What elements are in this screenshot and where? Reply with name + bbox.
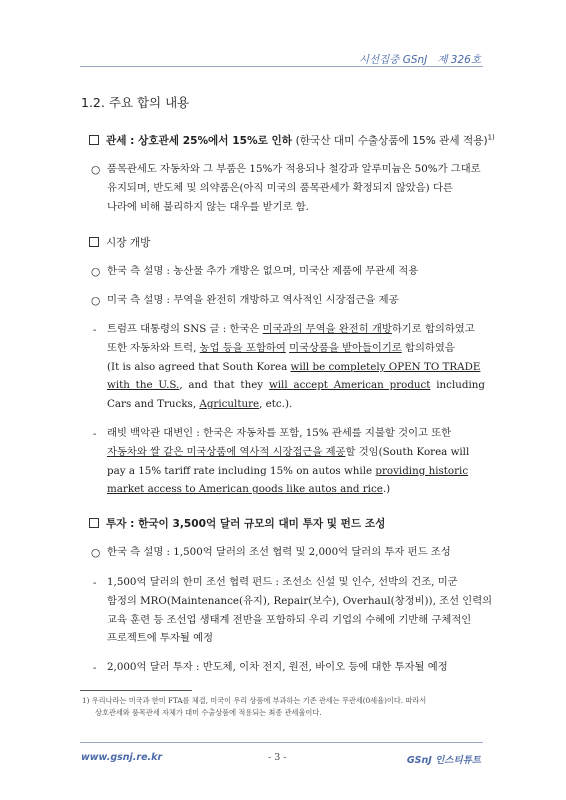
market-heading [89,235,150,250]
underlined-run: 자동차와 쌀 같은 미국상품에 역사적 시장접근을 제공 [107,445,346,458]
circle-bullet-icon: ○ [91,295,101,307]
text-run: 합의하였음 [401,341,455,354]
leavitt-statement [107,424,485,499]
investment-fund-text: 2,000억 달러 투자 : 반도체, 이차 전지, 원전, 바이오 등에 대한 투자될 예정 [107,661,448,673]
tariff-item [107,160,484,216]
investment-heading [89,516,385,531]
text-run: .) [382,483,391,496]
shipbuilding-line: 교육 훈련 등 조선업 생태계 전반을 포함하되 우리 기업의 수혜에 기반해 구체적인 [107,613,472,626]
circle-bullet-icon: ○ [91,266,101,278]
tariff-item-line: 품목관세도 자동차와 그 부품은 15%가 적용되나 철강과 알루미늄은 50%가 그대로 [107,163,481,175]
underlined-run: will be completely OPEN TO TRADE [290,360,481,373]
tariff-item-line: 나라에 비해 불리하지 않는 대우를 받기로 함. [107,200,309,213]
market-korea-view-text: 한국 측 설명 : 농산물 추가 개방은 없으며, 미국산 제품에 무관세 적용 [107,265,419,277]
market-us-view-text: 미국 측 설명 : 무역을 완전히 개방하고 역사적인 시장접근을 제공 [107,294,399,306]
footnote-line: 우리나라는 미국과 한미 FTA를 체결, 미국이 우리 상품에 부과하는 기존 관세는 무관세(0세율)이다. 따라서 [91,696,427,705]
underlined-run: 농업 등을 포함하여 [199,341,286,354]
square-bullet-icon [89,518,99,528]
dash-bullet: - [93,324,97,336]
text-run: Cars and Trucks, [107,398,200,411]
footer-rule [80,742,483,743]
footer-url[interactable]: www.gsnj.re.kr [81,752,163,763]
text-run: 래빗 백악관 대변인 : 한국은 자동차를 포함, 15% 관세를 지불할 것이고 또한 [107,427,452,439]
underlined-run: with the U.S. [107,379,180,392]
underlined-run: 미국과의 무역을 완전히 개방 [262,323,392,335]
text-run: 하기로 합의하였고 [391,323,475,335]
square-bullet-icon [89,135,99,145]
trump-statement [107,320,485,414]
footnote-rule [80,690,192,691]
text-run: 트럼프 대통령의 SNS 글 : 한국은 [107,323,263,335]
investment-heading-text: 투자 : 한국이 3,500억 달러 규모의 대미 투자 및 펀드 조성 [106,518,386,530]
dash-bullet: - [93,662,97,674]
text-run: 할 것임(South Korea will [345,445,470,458]
investment-fund [107,658,485,677]
underlined-run: 미국상품을 받아들이기로 [289,341,402,354]
text-run: , etc.). [259,398,293,411]
circle-bullet-icon: ○ [91,164,101,176]
underlined-run: providing historic [375,464,469,477]
section-title: 1.2. 주요 합의 내용 [81,95,190,110]
footnote-line: 상호관세와 품목관세 자체가 대미 수출상품에 적용되는 최종 관세율이다. [95,708,322,717]
tariff-heading-paren: (한국산 대미 수출상품에 15% 관세 적용) [295,135,488,147]
header-journal: 시선집중 GSnJ [358,54,428,66]
text-run: including [430,379,485,392]
market-korea-view [107,262,484,281]
tariff-heading-text: 관세 : 상호관세 25%에서 15%로 인하 [106,135,296,147]
header-title [359,52,481,67]
square-bullet-icon [89,237,99,247]
text-run: (It is also agreed that South Korea [107,360,291,373]
underlined-run: will accept American product [268,379,431,392]
circle-bullet-icon: ○ [91,547,101,559]
header-rule [80,66,483,67]
shipbuilding-line: 프로젝트에 투자될 예정 [107,632,214,645]
investment-korea-view-text: 한국 측 설명 : 1,500억 달러의 조선 협력 및 2,000억 달러의 투자 펀드 조성 [107,546,451,558]
investment-korea-view [107,543,484,562]
dash-bullet: - [93,577,97,589]
footer-org: GSnJ 인스티튜트 [406,755,481,766]
header-issue: 제 326호 [437,54,481,66]
footnote-number: 1) [82,696,90,705]
text-run: , and that they [179,379,269,392]
footnote-ref: 1) [487,133,495,142]
tariff-item-line: 유지되며, 반도체 및 의약품은(아직 미국의 품목관세가 확정되지 않았음) 다른 [107,181,453,194]
tariff-heading [89,133,495,148]
market-us-view [107,291,484,310]
shipbuilding-line: 1,500억 달러의 한미 조선 협력 펀드 : 조선소 신설 및 인수, 선박의 건조, 미군 [107,576,458,588]
shipbuilding-fund [107,573,493,648]
page-number: - 3 - [268,752,287,763]
dash-bullet: - [93,428,97,440]
footnote [82,695,482,719]
text-run: pay a 15% tariff rate including 15% on autos while [107,464,376,477]
shipbuilding-line: 함정의 MRO(Maintenance(유지), Repair(보수), Overhaul(창정비)), 조선 인력의 [107,594,493,607]
text-run: 또한 자동차와 트럭, [107,341,200,354]
underlined-run: market access to American goods like autos and rice [107,483,383,496]
underlined-run: Agriculture [199,398,260,411]
market-heading-text: 시장 개방 [106,237,151,249]
